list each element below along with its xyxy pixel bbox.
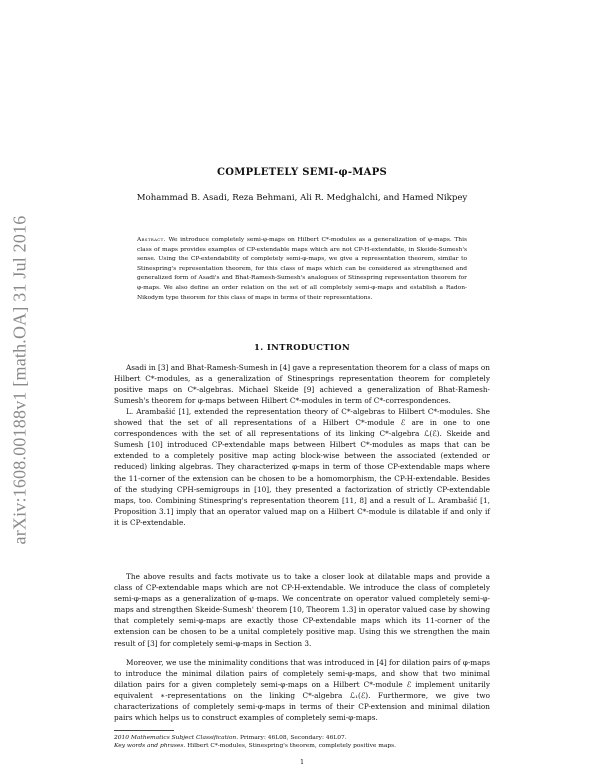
abstract-label: Abstract. bbox=[137, 237, 166, 243]
msc-text: Primary: 46L08, Secondary: 46L07. bbox=[239, 735, 347, 741]
page-number: 1 bbox=[299, 758, 305, 766]
msc-label: 2010 Mathematics Subject Classification. bbox=[114, 735, 239, 741]
abstract-text: We introduce completely semi-φ-maps on Hilbert C*-modules as a generalization of φ-maps. This class of maps provides examples of CP-extendable maps which are not CP-H-extendable, in Skeide-Sumesh's sense. Using the CP-extendability of completely semi-φ-maps, we give a representation theorem, similar to Stinespring's representation theorem, for this class of maps which can be considered as strengthened and generalized form of Asadi's and Bhat-Ramesh-Sumesh's analogues of Stinespring representation theorem for φ-maps. We also define an order relation on the set of all completely semi-φ-maps and establish a Radon-Nikodym type theorem for this class of maps in terms of their representations. bbox=[137, 237, 467, 301]
intro-paragraph-2: L. Arambašić [1], extended the representation theory of C*-algebras to Hilbert C*-modules. She showed that the set of all representations of a Hilbert C*-module ℰ are in one to one correspondences with the set of all representations of its linking C*-algebra ℒ(ℰ). Skeide and Sumesh [10] introduced CP-extendable maps between Hilbert C*-modules as maps that can be extended to a completely positive map acting block-wise between the associated (extended or reduced) linking algebras. They characterized φ-maps in term of those CP-extendable maps where the 11-corner of the extension can be chosen to be a homomorphism, the CP-H-extendable. Besides of the studying CPH-semigroups in [10], they presented a factorization of strictly CP-extendable maps, too. Combining Stinespring's representation theorem [11, 8] and a result of L. Arambašić [1, Proposition 3.1] imply that an operator valued map on a Hilbert C*-module is dilatable if and only if it is CP-extendable. bbox=[114, 407, 490, 527]
paper-title: COMPLETELY SEMI-φ-MAPS bbox=[216, 167, 388, 178]
footnote-msc bbox=[114, 734, 490, 742]
arxiv-sidebar bbox=[8, 170, 32, 590]
keywords-text: Hilbert C*-modules, Stinespring's theorem, completely positive maps. bbox=[187, 743, 397, 749]
section-heading: 1. INTRODUCTION bbox=[253, 342, 351, 352]
footnote-divider bbox=[114, 730, 174, 731]
paper-authors: Mohammad B. Asadi, Reza Behmani, Ali R. Medghalchi, and Hamed Nikpey bbox=[136, 193, 468, 203]
arxiv-identifier: arXiv:1608.00188v1 [math.OA] 31 Jul 2016 bbox=[9, 215, 30, 545]
intro-paragraph-4: Moreover, we use the minimality conditions that was introduced in [4] for dilation pairs of φ-maps to introduce the minimal dilation pairs of completely semi-φ-maps, and show that two minimal dilation pairs for a given completely semi-φ-maps on a Hilbert C*-module ℰ implement unitarily equivalent ∗-representations on the linking C*-algebra ℒ₁(ℰ). Furthermore, we give two characterizations of completely semi-φ-maps in terms of their CP-extension and minimal dilation pairs which helps us to construct examples of completely semi-φ-maps. bbox=[114, 658, 490, 723]
keywords-label: Key words and phrases. bbox=[114, 743, 186, 749]
footnote-keywords bbox=[114, 742, 490, 750]
intro-paragraph-3: The above results and facts motivate us to take a closer look at dilatable maps and provide a class of CP-extendable maps which are not CP-H-extendable. We introduce the class of completely semi-φ-maps as a generalization of φ-maps. We concentrate on operator valued completely semi-φ-maps and strengthen Skeide-Sumesh' theorem [10, Theorem 1.3] in operator valued case by showing that completely semi-φ-maps are exactly those CP-extendable maps which its 11-corner of the extension can be chosen to be a unital completely positive map. Using this we strengthen the main result of [3] for completely semi-φ-maps in Section 3. bbox=[114, 572, 490, 648]
abstract bbox=[137, 236, 467, 303]
intro-paragraph-1: Asadi in [3] and Bhat-Ramesh-Sumesh in [4] gave a representation theorem for a class of maps on Hilbert C*-modules, as a generalization of Stinesprings representation theorem for completely positive maps on C*-algebras. Michael Skeide [9] achieved a generalization of Bhat-Ramesh-Sumesh's theorem for φ-maps between Hilbert C*-modules in term of C*-correspondences. bbox=[114, 363, 490, 406]
